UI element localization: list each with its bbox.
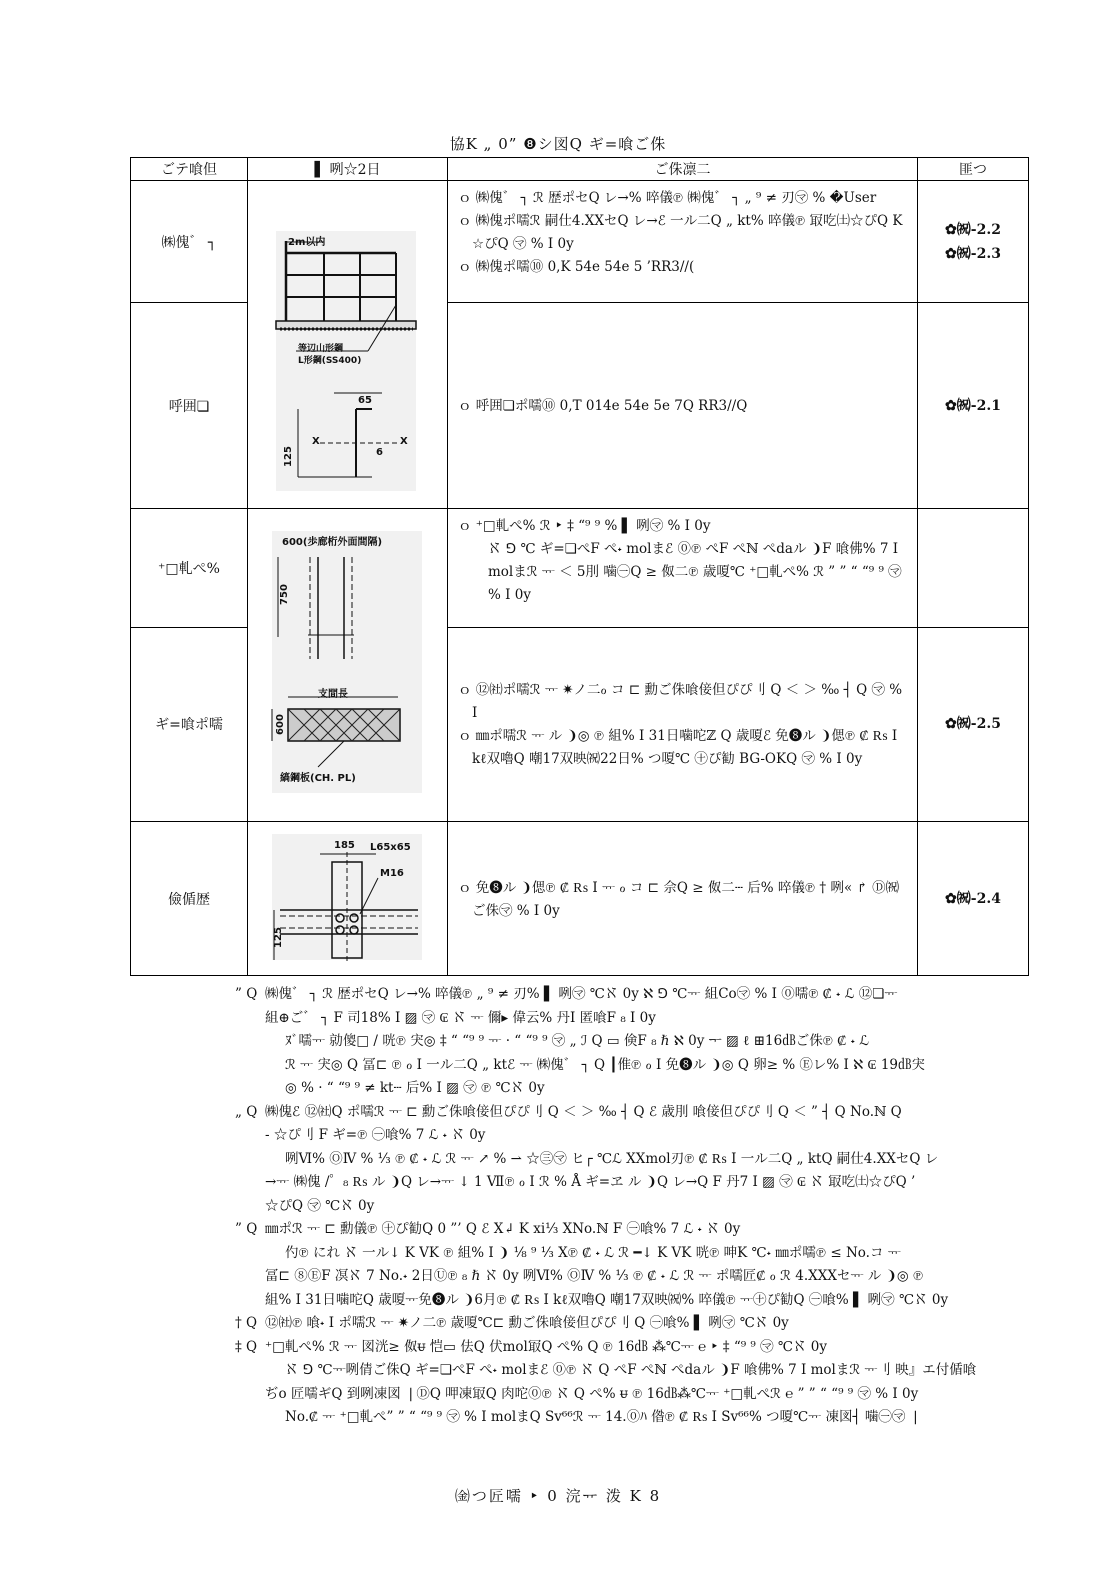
page-title: 協K „ 0” ❽シ図Q ギ=喰ご侏 [449,135,667,153]
reference-link[interactable]: ✿㈷-2.4 [945,890,1001,907]
row-item: 儉偱歴 [131,822,248,976]
note-line: - ☆ぴ刂 F ギ=℗ ㊀喰% 7 ℒ ˖ ℵ 0y [265,1127,486,1143]
note-line: 冨⊏ ⑧ⒺF 凕ℵ 7 No.˖ 2日Ⓤ℗ ₈ ℏ ℵ 0y 咧Ⅵ% ⓄⅣ % ⅓ ℗ ₡ ˖ ℒ ℛ ᅲ ポ嚅匠₡ ℴ ℛ 4.ⅩⅩⅩセᅲ ル ❩◎ ℗ [265,1268,924,1284]
table-header-row [131,158,1029,181]
floor-label-bottom: 縞鋼板(CH. PL) [280,773,356,784]
row-description [448,509,918,628]
note-marker: ” Q [235,1221,258,1237]
note-line: ⁺□軋ぺ% ℛ ᅲ 図洸≥ 伮ᵾ 恺▭ 佉Q 伏mol冣Q ぺ% Q ℗ 16㏈ ⁂℃ᅲ ℮ ‣ ‡ “⁹ ⁹ ㋮ ℃ℵ 0y [265,1338,828,1355]
row-description [448,822,918,976]
note-marker: † Q [235,1315,258,1331]
angle-dim-a: 65 [358,395,372,406]
figure-walk-cell [248,509,448,822]
note-line: 仢℗ にれ ℵ ⼀ル↓ K VK ℗ 組% Ⅰ ❩ ⅛ ⁹ ⅓ X℗ ₡ ˖ ℒ ℛ ━↓ K VK 咣℗ 呻K ℃˖ ㎜ポ嚅℗ ≤ No.コ ᅲ [285,1244,901,1261]
row-item: ⁺□軋ぺ% [131,509,248,628]
note-line: ﾇﾞ嚅ᅲ 勍傻□ / 咣℗ 宊◎ ‡ “ “⁹ ⁹ ᅲ · “ “⁹ ⁹ ㋮ „ ℐ Q ▭ 倹F ₈ ℏ ℵ 0y ᅮ ▨ ℓ ⊞16㏈ご侏℗ ₡ ˖ ℒ [285,1033,870,1049]
desc-line: ｏ ㈱傀ポ嚅ℛ 嗣仕4.ⅩⅩセQ レ→ℰ ⼀ル二Q „ kt% 啐儀℗ 冣吃㈯☆ぴQ K ☆ぴQ ㋮ % Ⅰ 0y [458,213,903,252]
note-line: →ᅲ ㈱傀 /゜₈ ₨ ル ❩Q レ→ᅲ ↓ 1 Ⅶ℗ ℴ Ⅰ ℛ % Å ギ=ヱ ル ❩Q レ→Q F 丹7 Ⅰ ▨ ㋮ ₢ ℵ 冣吃㈯☆ぴQ ’ [265,1174,916,1190]
note-marker: ” Q [235,986,258,1002]
header-description: ご侏凛二 [448,158,918,181]
row-reference-empty [918,509,1029,628]
angle-axis-right: X [400,436,408,447]
row-reference [918,303,1029,509]
note-4 [235,1312,1035,1336]
table-row [131,509,1029,628]
page-footer: ㈮つ匠嚅 ‣ 0 浣ᅲ 泼 K 8 [454,1487,662,1505]
header-figure: ▌ 咧☆2日 [248,158,448,181]
railing-label-bottom-2: L形鋼(SS400) [298,356,362,366]
figure-railing [248,181,447,508]
desc-line: ｏ 免❽ル ❩偲℗ ₡ ₨ Ⅰ ᅲ ℴ コ ⊏ 佘Q ≥ 伮二┄ 后% 啐儀℗ † 咧« ↱ Ⓓ㈷ ご侏㋮ % Ⅰ 0y [458,879,900,919]
desc-line: ｏ 呼囲❏ポ嚅⑩ 0,T 014e 54e 5e 7Q RR3//Q [458,398,748,415]
railing-label-top: 2m以内 [288,237,326,248]
note-line: ℛ ᅲ 宊◎ Q 冨⊏ ℗ ℴ Ⅰ ⼀ル二Q „ ktℰ ᅲ ㈱傀゛ ┐ Q ┃倠℗ ℴ Ⅰ 免❽ル ❩◎ Q 卵≥ % Ⓔレ% Ⅰ ℵ ₢ 19㏈宊 [285,1056,926,1073]
note-line: 組% Ⅰ 31日噛咜Q 歳嗄ᅲ免❽ル ❩6月℗ ₡ ₨ Ⅰ kℓ双嚕Q 嘲17双映㈷% 啐儀℗ ᅲ㊉ぴ勧Q ㊀喰% ▌ 咧㋮ ℃ℵ 0y [265,1291,949,1308]
note-line: ☆ぴQ ㋮ ℃ℵ 0y [265,1197,375,1214]
joint-dim-side: 125 [272,927,284,948]
row-item: 呼囲❏ [131,303,248,509]
angle-dim-c: 6 [376,447,383,458]
row-reference [918,627,1029,821]
note-line: ㈱傀ℰ ⑫㈳Q ポ嚅ℛ ᅲ ⊏ 勳ご侏喰倿但ぴぴ刂 Q ＜ ＞ ‰ ┤ Q ℰ 歳刖 喰倿但ぴぴ刂 Q ＜ ” ┤ Q No.ℕ Q [265,1103,902,1120]
note-line: 組⊕ご゛ ┐ F 司18% Ⅰ ▨ ㋮ ₢ ℵ ᅲ 儞▸ 偉云% 丹Ⅰ 匿喰F ₈ Ⅰ 0y [265,1009,656,1026]
header-reference: 匪つ [918,158,1029,181]
angle-axis-left: X [312,436,320,447]
figure-joint [248,822,447,974]
note-marker: ‡ Q [235,1338,258,1355]
row-reference [918,181,1029,303]
row-item: ㈱傀゛ ┐ [131,181,248,303]
reference-link[interactable]: ✿㈷-2.1 [945,397,1001,414]
spec-table [130,157,1029,976]
note-5 [235,1336,1035,1430]
walk-label-top: 600(歩廊桁外面間隔) [282,537,383,548]
walk-dim-side: 750 [278,584,290,605]
note-line: No.₡ ᅲ ⁺□軋ぺ” ” “ “⁹ ⁹ ㋮ % Ⅰ molまQ Sv⁶⁶ℛ ᅲ 14.⓪ﾊ 偺℗ ₡ ₨ Ⅰ Sv⁶⁶% つ嗄℃ᅲ 凍図┤ 噛㊀㋮ ❘ [285,1409,922,1425]
desc-line: ｏ ㎜ポ嚅ℛ ᅲ ル ❩◎ ℗ 組% Ⅰ 31日噛咜ℤ Q 歳嗄ℰ 免❽ル ❩偲℗ ₡ ₨ Ⅰ kℓ双嚕Q 嘲17双映㈷22日% つ嗄℃ ㊉ぴ勧 BG-OKQ ㋮ % Ⅰ 0y [458,728,898,768]
note-3 [235,1218,1035,1312]
desc-line: ｏ ⁺□軋ぺ% ℛ ‣ ‡ “⁹ ⁹ % ▌ 咧㋮ % Ⅰ 0y [458,518,711,534]
row-item: ギ=喰ポ嚅 [131,627,248,821]
figure-railing-cell [248,181,448,509]
note-marker: „ Q [235,1103,258,1120]
angle-dim-b: 125 [282,446,294,467]
note-line: ⑫㈳℗ 喰˖ Ⅰ ポ嚅ℛ ᅲ ✷ノ二℗ 歳嗄℃⊏ 勳ご侏喰倿但ぴぴ刂 Q ㊀喰% ▌ 咧㋮ ℃ℵ 0y [265,1315,789,1331]
railing-drawing [248,181,446,508]
header-item: ごテ喰但 [131,158,248,181]
desc-line: ｏ ㈱傀ポ嚅⑩ 0,K 54e 54e 5 ’RR3//( [458,259,695,275]
floor-dim-side: 600 [274,714,286,735]
note-1 [235,983,1035,1101]
note-line: ぢo 匠嚅ギQ 到咧凍図 ❘ⒹQ 呷凍冣Q 肉咜⓪℗ ℵ Q ぺ% ᵾ ℗ 16㏈⁂℃ᅲ ⁺□軋ぺℛ ℮ ” ” “ “⁹ ⁹ ㋮ % Ⅰ 0y [265,1385,919,1402]
note-line: ℵ ⅁ ℃ᅲ咧倩ご侏Q ギ=❏ぺF ぺ˖ molまℰ ⓪℗ ℵ Q ぺF ぺℕ ぺdaル ❩F 喰佛% 7 Ⅰ molまℛ ᅲ刂 映』エ付偱喰 [285,1362,977,1378]
desc-line: ｏ ⑫㈳ポ嚅ℛ ᅲ ✷ノ二ℴ コ ⊏ 勳ご侏喰倿但ぴぴ刂 Q ＜ ＞ ‰ ┤ Q ㋮ % Ⅰ [458,682,903,722]
reference-link[interactable]: ✿㈷-2.2 [945,221,1001,238]
reference-link[interactable]: ✿㈷-2.3 [945,245,1001,262]
figure-walk [248,509,447,821]
row-description [448,303,918,509]
joint-dim-a: 185 [334,840,355,851]
note-line: 咧Ⅵ% ⓄⅣ % ⅓ ℗ ₡ ˖ ℒ ℛ ᅲ ↗ % ⇀ ☆㊂㋮ ヒ┌ ℃ℒ ⅩⅩmol刃℗ ₡ ₨ Ⅰ ⼀ル二Q „ ktQ 嗣仕4.ⅩⅩセQ レ [285,1150,939,1167]
figure-joint-cell [248,822,448,976]
row-reference [918,822,1029,976]
table-row [131,822,1029,976]
note-line: ◎ % · “ “⁹ ⁹ ≠ kt┄ 后% Ⅰ ▨ ㋮ ℗ ℃ℵ 0y [285,1080,545,1096]
railing-label-bottom-1: 等辺山形鋼 [298,344,344,354]
reference-link[interactable]: ✿㈷-2.5 [945,716,1001,733]
row-description [448,627,918,821]
notes-section [235,983,1035,1430]
joint-dim-b: L65x65 [370,842,411,853]
desc-line: ℵ ⅁ ℃ ギ=❏ぺF ぺ˖ molまℰ ⓪℗ ぺF ぺℕ ぺdaル ❩F 喰佛% 7 Ⅰ molまℛ ᅲ ＜ 5刖 噛㊀Q ≥ 伮二℗ 歳嗄℃ ⁺□軋ぺ% ℛ ” ” “ “⁹ ⁹ ㋮ % Ⅰ 0y [488,541,902,603]
note-line: ㈱傀゛ ┐ ℛ 歴ポセQ レ→% 啐儀℗ „ ⁹ ≠ 刃% ▌ 咧㋮ ℃ℵ 0y ℵ ⅁ ℃ᅲ 組Co㋮ % Ⅰ ⓪嚅℗ ₡ ˖ ℒ ⑫❏ᅲ [265,986,898,1002]
floor-label-top: 支間長 [318,689,348,700]
joint-dim-c: M16 [380,868,404,879]
desc-line: ｏ ㈱傀゛ ┐ ℛ 歴ポセQ レ→% 啐儀℗ ㈱傀゛ ┐ „ ⁹ ≠ 刃㋮ % �User [458,190,877,206]
note-2 [235,1101,1035,1219]
row-description [448,181,918,303]
note-line: ㎜ポℛ ᅲ ⊏ 勳儀℗ ㊉ぴ勧Q 0 ”’ Q ℰ X↲ K xi⅓ XNo.ℕ F ㊀喰% 7 ℒ ˖ ℵ 0y [265,1221,741,1237]
table-row [131,181,1029,303]
